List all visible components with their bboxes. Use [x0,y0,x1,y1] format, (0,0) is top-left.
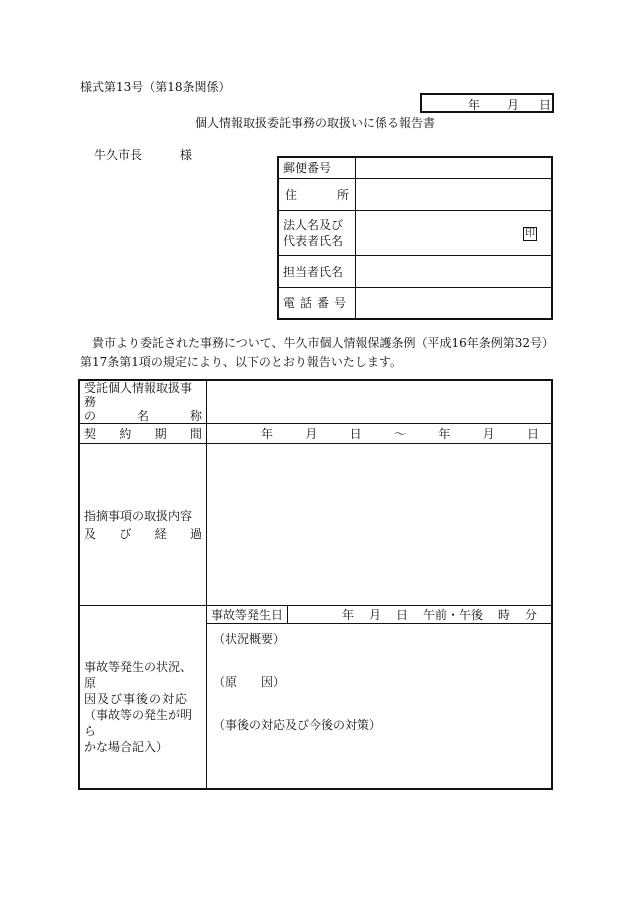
phone-field[interactable] [356,287,553,319]
date-year: 年 [468,98,481,112]
document-title: 個人情報取扱委託事務の取扱いに係る報告書 [194,116,435,130]
situation-label: （状況概要） [213,632,286,646]
postal-code-field[interactable] [356,157,553,178]
incident-situation-area[interactable] [207,624,551,789]
corp-name-label: 法人名及び 代表者氏名 [278,210,356,255]
address-label [278,178,356,210]
task-name-label: 受託個人情報取扱事務 の 名 称 [79,380,207,424]
form-number: 様式第13号（第18条関係） [80,80,231,94]
seal-mark: 印 [525,227,535,239]
date-box [420,93,554,113]
incident-date-label: 事故等発生日 [207,606,288,624]
report-table [78,379,553,790]
addressee-name: 牛久市長 [94,148,143,162]
handling-field[interactable] [207,444,553,606]
task-name-field[interactable] [207,380,553,424]
handling-label: 指摘事項の取扱内容 及 び 経 過 [79,444,207,606]
addressee [94,146,192,163]
date-month: 月 [507,98,520,112]
incident-date-field[interactable]: 年 月 日 午前・午後 時 分 [288,606,552,624]
contact-person-field[interactable] [356,255,553,287]
incident-label: 事故等発生の状況、原 因及び事後の対応 （事故等の発生が明ら かな場合記入） [79,606,207,790]
contract-period-field[interactable]: 年 月 日 ～ 年 月 日 [207,424,553,444]
contact-person-label: 担当者氏名 [278,255,356,287]
phone-label: 電話番号 [278,287,356,319]
address-char-2: 所 [336,187,349,202]
addressee-honorific: 様 [180,148,193,162]
corp-name-field[interactable] [356,210,553,255]
address-char-1: 住 [285,187,298,202]
contract-period-label: 契 約 期 間 [79,424,207,444]
intro-paragraph: 貴市より委託された事務について、牛久市個人情報保護条例（平成16年条例第32号）第17条第1項の規定により、以下のとおり報告いたします。 [80,336,549,369]
response-label: （事後の対応及び今後の対策） [213,718,382,732]
postal-code-label: 郵便番号 [278,157,356,178]
date-day: 日 [539,98,552,112]
incident-detail-cell [207,606,553,790]
sender-info-table [277,156,553,320]
incident-inner-table [207,606,551,788]
cause-label: （原 因） [213,675,286,689]
address-field[interactable] [356,178,553,210]
